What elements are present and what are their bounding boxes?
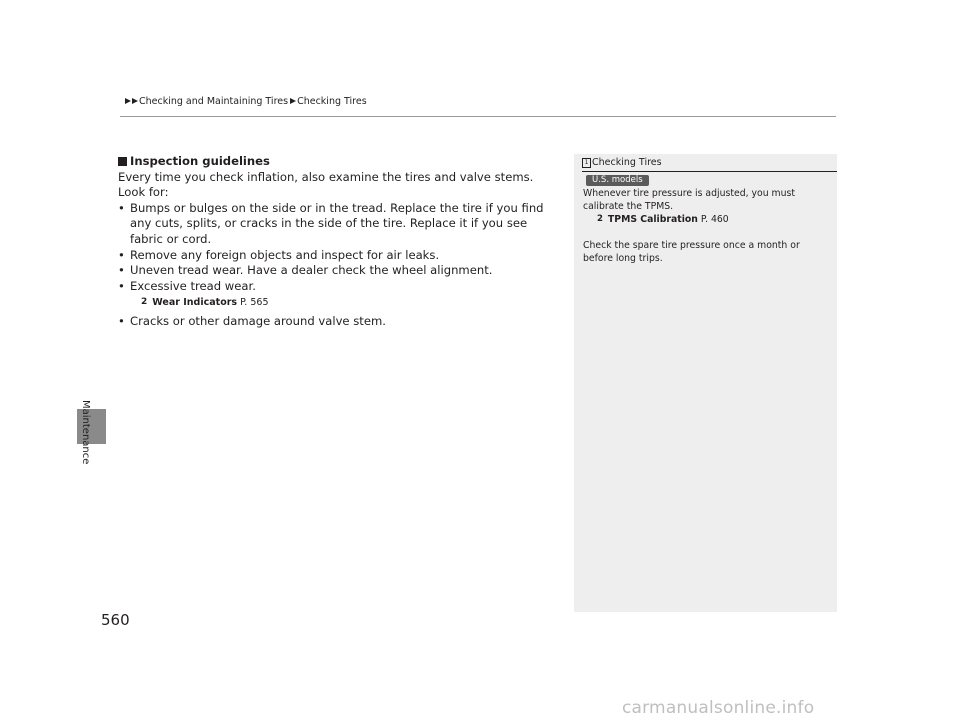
reference-arrow-icon: 2 xyxy=(141,297,148,308)
breadcrumb-item[interactable]: Checking Tires xyxy=(297,95,367,107)
sidebar-divider xyxy=(582,171,837,172)
intro-text: Every time you check inflation, also examine the tires and valve stems. xyxy=(118,169,534,184)
bullet-icon: • xyxy=(118,313,125,328)
sidebar-body xyxy=(583,187,831,265)
breadcrumb-arrow-icon xyxy=(290,98,296,104)
list-item xyxy=(118,279,563,295)
cross-reference-link[interactable] xyxy=(118,295,563,311)
sidebar-title: Checking Tires xyxy=(592,157,662,168)
list-item xyxy=(118,263,563,279)
note-marker-icon: 1 xyxy=(582,158,591,168)
breadcrumb xyxy=(125,94,367,108)
sidebar-heading xyxy=(582,157,662,168)
section-tab-label: Maintenance xyxy=(80,400,91,465)
cross-reference-page: P. 460 xyxy=(700,214,729,225)
watermark: carmanualsonline.info xyxy=(622,698,815,718)
breadcrumb-arrow-icon xyxy=(132,98,138,104)
list-item-text: Cracks or other damage around valve stem. xyxy=(130,313,386,328)
list-item xyxy=(118,248,563,264)
main-content xyxy=(118,154,563,330)
section-heading-text: Inspection guidelines xyxy=(130,154,270,168)
list-item xyxy=(118,201,563,248)
sidebar-text: Whenever tire pressure is adjusted, you must calibrate the TPMS. xyxy=(583,188,795,212)
square-bullet-icon xyxy=(118,157,127,166)
list-item xyxy=(118,314,563,330)
cross-reference-page: P. 565 xyxy=(240,297,269,309)
bullet-icon: • xyxy=(118,278,125,293)
page-number: 560 xyxy=(101,611,130,629)
cross-reference-link[interactable] xyxy=(583,213,831,226)
list-item-text: Bumps or bulges on the side or in the tread. Replace the tire if you find any cuts, splits, or cracks in the side of the tire. Replace it if you see fabric or cord. xyxy=(130,200,544,246)
breadcrumb-arrow-icon xyxy=(125,98,131,104)
list-item-text: Uneven tread wear. Have a dealer check the wheel alignment. xyxy=(130,263,493,278)
breadcrumb-item[interactable]: Checking and Maintaining Tires xyxy=(139,95,289,107)
list-item-text: Excessive tread wear. xyxy=(130,278,256,293)
look-for-label: Look for: xyxy=(118,185,169,200)
cross-reference-name[interactable]: TPMS Calibration xyxy=(607,214,698,225)
header-divider xyxy=(120,116,836,117)
model-badge: U.S. models xyxy=(586,175,649,186)
spacer xyxy=(583,226,831,239)
bullet-icon: • xyxy=(118,247,125,262)
sidebar-text: Check the spare tire pressure once a month or before long trips. xyxy=(583,240,800,264)
sidebar-note-panel xyxy=(574,154,837,612)
bullet-icon: • xyxy=(118,263,125,278)
bullet-icon: • xyxy=(118,200,125,215)
cross-reference-name[interactable]: Wear Indicators xyxy=(152,297,238,309)
list-item-text: Remove any foreign objects and inspect for air leaks. xyxy=(130,247,440,262)
reference-arrow-icon: 2 xyxy=(597,214,603,224)
section-heading xyxy=(118,154,563,170)
